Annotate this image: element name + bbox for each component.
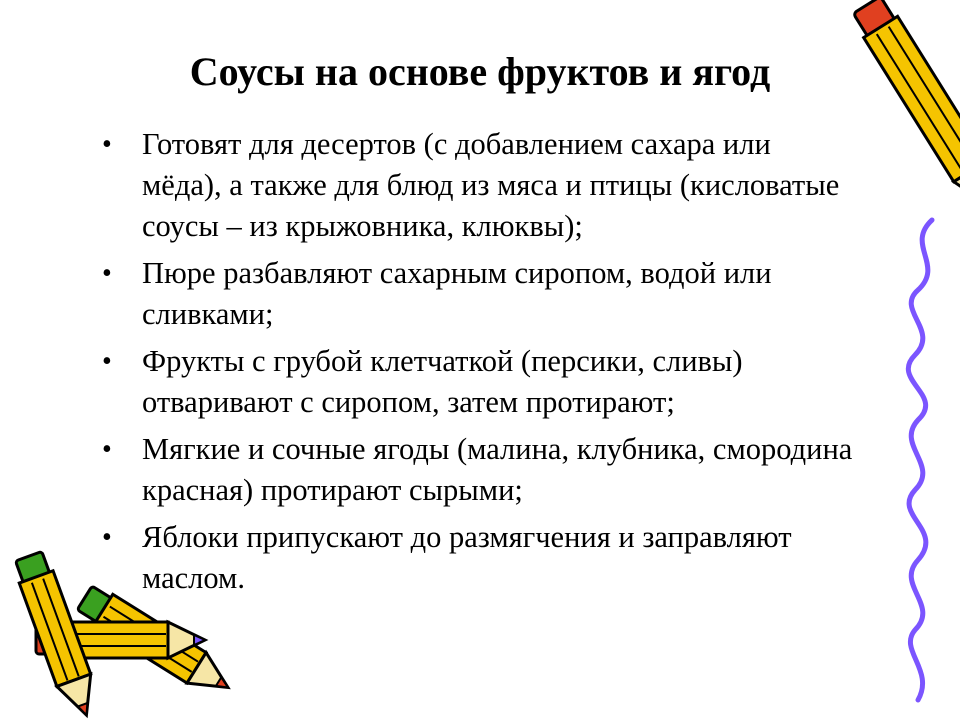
bullet-dot-icon: • (102, 346, 112, 377)
bullet-list (96, 124, 856, 605)
bullet-dot-icon: • (102, 129, 112, 160)
bullet-dot-icon: • (102, 434, 112, 465)
bullet-text: Готовят для десертов (с добавлением сахара или мёда), а также для блюд из мяса и птицы (кисловатые соусы – из крыжовника, клюквы); (142, 127, 840, 243)
bullet-item (96, 124, 856, 247)
bullet-item (96, 341, 856, 423)
bullet-text: Пюре разбавляют сахарным сиропом, водой или сливками; (142, 256, 772, 331)
bullet-text: Фрукты с грубой клетчаткой (персики, сливы) отваривают с сиропом, затем протирают; (142, 344, 743, 419)
bullet-dot-icon: • (102, 522, 112, 553)
bullet-item (96, 517, 856, 599)
bullet-item (96, 429, 856, 511)
bullet-text: Яблоки припускают до размягчения и заправляют маслом. (142, 520, 792, 595)
bullet-text: Мягкие и сочные ягоды (малина, клубника, смородина красная) протирают сырыми; (142, 432, 853, 507)
slide-title: Соусы на основе фруктов и ягод (189, 49, 771, 94)
bullet-item (96, 253, 856, 335)
bullet-dot-icon: • (102, 258, 112, 289)
